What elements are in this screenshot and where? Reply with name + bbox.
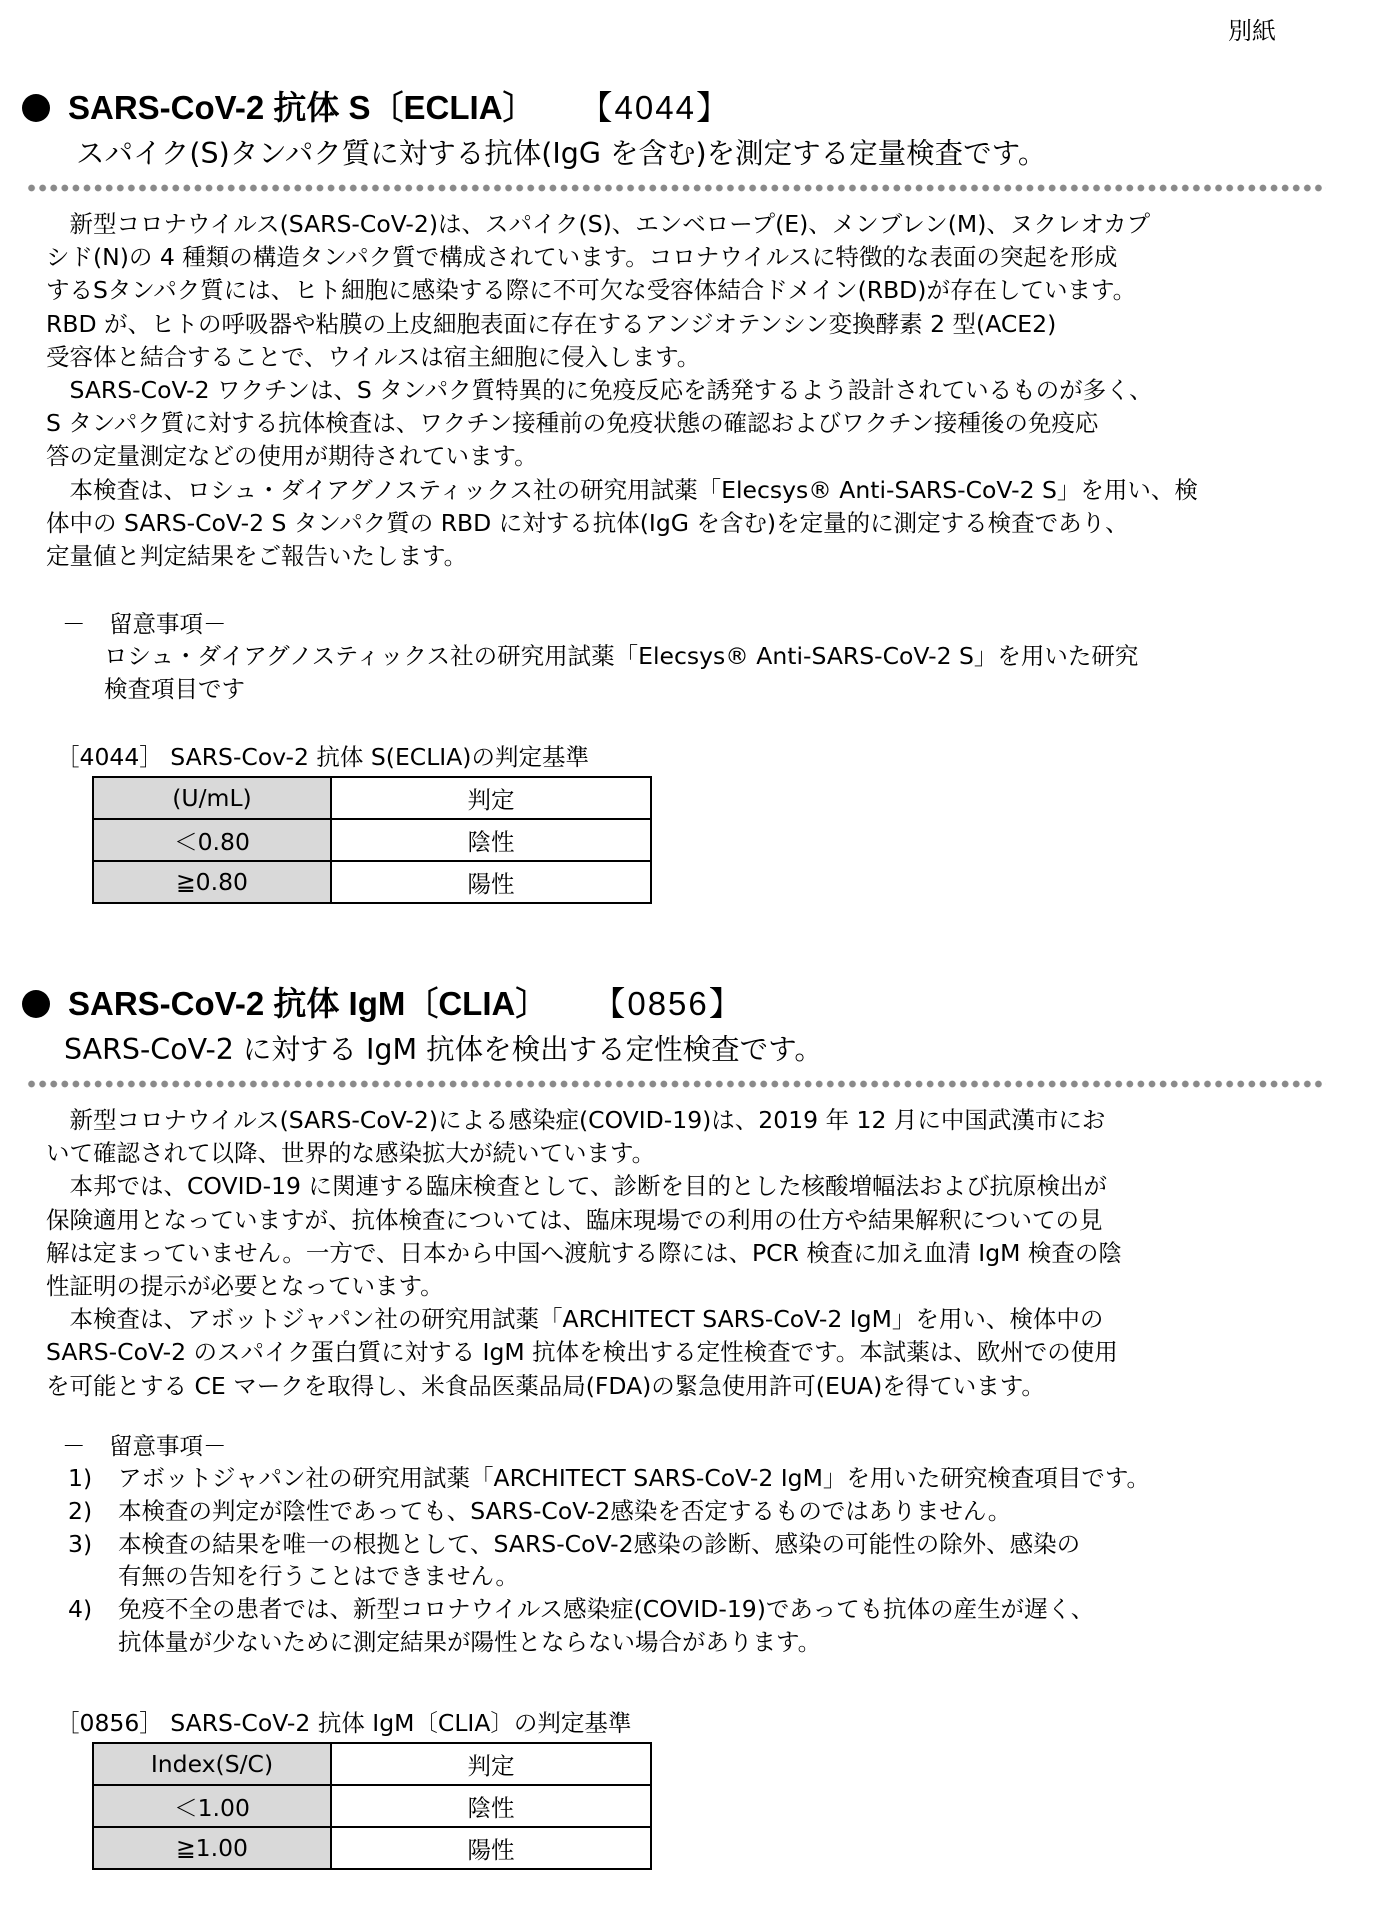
section-2-notes-heading: － 留意事項－ — [62, 1432, 227, 1460]
list-number: 4) — [68, 1595, 93, 1624]
text-line: 受容体と結合することで、ウイルスは宿主細胞に侵入します。 — [46, 342, 701, 371]
list-number: 1) — [68, 1464, 93, 1492]
list-text — [118, 1593, 1094, 1659]
table-header-cell: (U/mL) — [93, 777, 331, 819]
list-item — [68, 1593, 1358, 1659]
text-line: 新型コロナウイルス(SARS-CoV-2)による感染症(COVID-19)は、2019 年 12 月に中国武漢市にお — [46, 1106, 1106, 1134]
section-2-notes — [68, 1462, 1358, 1659]
text-line: シド(N)の 4 種類の構造タンパク質で構成されています。コロナウイルスに特徴的な表面の突起を形成 — [46, 243, 1118, 272]
section-1-notes-heading: － 留意事項－ — [62, 610, 227, 638]
section-1-table-caption: ［4044］ SARS-Cov-2 抗体 S(ECLIA)の判定基準 — [56, 743, 589, 771]
table-row — [93, 819, 651, 861]
section-1-code: 【4044】 — [579, 89, 731, 126]
text-line: 新型コロナウイルス(SARS-CoV-2)は、スパイク(S)、エンベロープ(E)、メンブレン(M)、ヌクレオカプ — [46, 210, 1151, 238]
table-row — [93, 1827, 651, 1869]
section-1-criteria-table — [92, 776, 652, 904]
text-line: S タンパク質に対する抗体検査は、ワクチン接種前の免疫状態の確認およびワクチン接種後の免疫応 — [46, 409, 1099, 438]
note-line: 有無の告知を行うことはできません。 — [118, 1562, 519, 1591]
note-line: アボットジャパン社の研究用試薬「ARCHITECT SARS-CoV-2 IgM」を用いた研究検査項目です。 — [118, 1464, 1150, 1492]
text-line: するSタンパク質には、ヒト細胞に感染する際に不可欠な受容体結合ドメイン(RBD)が存在しています。 — [46, 276, 1137, 305]
table-header-cell: Index(S/C) — [93, 1743, 331, 1785]
note-line: 抗体量が少ないために測定結果が陽性とならない場合があります。 — [118, 1627, 822, 1656]
table-cell-result: 陽性 — [331, 1827, 651, 1869]
note-line: 検査項目です — [104, 675, 245, 703]
table-header-row — [93, 777, 651, 819]
note-line: 本検査の判定が陰性であっても、SARS-CoV-2感染を否定するものではありません。 — [118, 1496, 1012, 1525]
section-2-subtitle: SARS-CoV-2 に対する IgM 抗体を検出する定性検査です。 — [64, 1033, 823, 1066]
text-line: を可能とする CE マークを取得し、米食品医薬品局(FDA)の緊急使用許可(EUA)を得ています。 — [46, 1371, 1045, 1400]
section-1-title-row — [22, 86, 731, 130]
list-text — [118, 1528, 1080, 1594]
section-2-title: SARS-CoV-2 抗体 IgM〔CLIA〕 — [68, 985, 549, 1022]
table-cell-value: ＜1.00 — [93, 1785, 331, 1827]
text-line: 本検査は、アボットジャパン社の研究用試薬「ARCHITECT SARS-CoV-2 IgM」を用い、検体中の — [46, 1305, 1104, 1334]
dotted-divider — [26, 1080, 1326, 1088]
section-1-notes — [104, 640, 1138, 706]
table-cell-result: 陰性 — [331, 819, 651, 861]
text-line: RBD が、ヒトの呼吸器や粘膜の上皮細胞表面に存在するアンジオテンシン変換酵素 2 型(ACE2) — [46, 309, 1057, 338]
attachment-label: 別紙 — [1228, 17, 1276, 45]
list-text — [118, 1462, 1150, 1495]
table-header-cell: 判定 — [331, 777, 651, 819]
text-line: SARS-CoV-2 のスパイク蛋白質に対する IgM 抗体を検出する定性検査です。本試薬は、欧州での使用 — [46, 1338, 1118, 1367]
text-line: 保険適用となっていますが、抗体検査については、臨床現場での利用の仕方や結果解釈についての見 — [46, 1205, 1103, 1234]
section-1-title: SARS-CoV-2 抗体 S〔ECLIA〕 — [68, 89, 536, 126]
table-cell-result: 陰性 — [331, 1785, 651, 1827]
list-number: 3) — [68, 1529, 93, 1558]
bullet-icon — [22, 990, 50, 1018]
text-line: 性証明の提示が必要となっています。 — [46, 1271, 444, 1300]
text-line: いて確認されて以降、世界的な感染拡大が続いています。 — [46, 1139, 656, 1168]
list-number: 2) — [68, 1496, 93, 1525]
table-cell-value: ≧0.80 — [93, 861, 331, 903]
section-2-description — [46, 1104, 1346, 1403]
table-cell-result: 陽性 — [331, 861, 651, 903]
section-2-title-row — [22, 982, 744, 1026]
table-row — [93, 861, 651, 903]
section-2-criteria-table — [92, 1742, 652, 1870]
table-row — [93, 1785, 651, 1827]
table-cell-value: ≧1.00 — [93, 1827, 331, 1869]
bullet-icon — [22, 94, 50, 122]
table-header-cell: 判定 — [331, 1743, 651, 1785]
text-line: 本邦では、COVID-19 に関連する臨床検査として、診断を目的とした核酸増幅法および抗原検出が — [46, 1172, 1107, 1201]
dotted-divider — [26, 184, 1326, 192]
note-line: 免疫不全の患者では、新型コロナウイルス感染症(COVID-19)であっても抗体の産生が遅く、 — [118, 1595, 1095, 1624]
section-1-description — [46, 208, 1346, 573]
list-item — [68, 1528, 1358, 1594]
section-2-code: 【0856】 — [592, 985, 744, 1022]
table-cell-value: ＜0.80 — [93, 819, 331, 861]
list-item — [68, 1495, 1358, 1528]
text-line: 体中の SARS-CoV-2 S タンパク質の RBD に対する抗体(IgG を含む)を定量的に測定する検査であり、 — [46, 508, 1129, 537]
list-item — [68, 1462, 1358, 1495]
text-line: 答の定量測定などの使用が期待されています。 — [46, 442, 538, 471]
text-line: 定量値と判定結果をご報告いたします。 — [46, 541, 468, 570]
table-header-row — [93, 1743, 651, 1785]
section-2-table-caption: ［0856］ SARS-CoV-2 抗体 IgM〔CLIA〕の判定基準 — [56, 1709, 632, 1737]
text-line: SARS-CoV-2 ワクチンは、S タンパク質特異的に免疫反応を誘発するよう設計されているものが多く、 — [46, 375, 1153, 404]
text-line: 解は定まっていません。一方で、日本から中国へ渡航する際には、PCR 検査に加え血清 IgM 検査の陰 — [46, 1238, 1122, 1267]
section-1-subtitle: スパイク(S)タンパク質に対する抗体(IgG を含む)を測定する定量検査です。 — [76, 137, 1047, 170]
note-line: 本検査の結果を唯一の根拠として、SARS-CoV-2感染の診断、感染の可能性の除外、感染の — [118, 1529, 1081, 1558]
note-line: ロシュ・ダイアグノスティックス社の研究用試薬「Elecsys® Anti-SARS-CoV-2 S」を用いた研究 — [104, 642, 1139, 670]
list-text — [118, 1495, 1011, 1528]
text-line: 本検査は、ロシュ・ダイアグノスティックス社の研究用試薬「Elecsys® Anti-SARS-CoV-2 S」を用い、検 — [46, 475, 1198, 504]
